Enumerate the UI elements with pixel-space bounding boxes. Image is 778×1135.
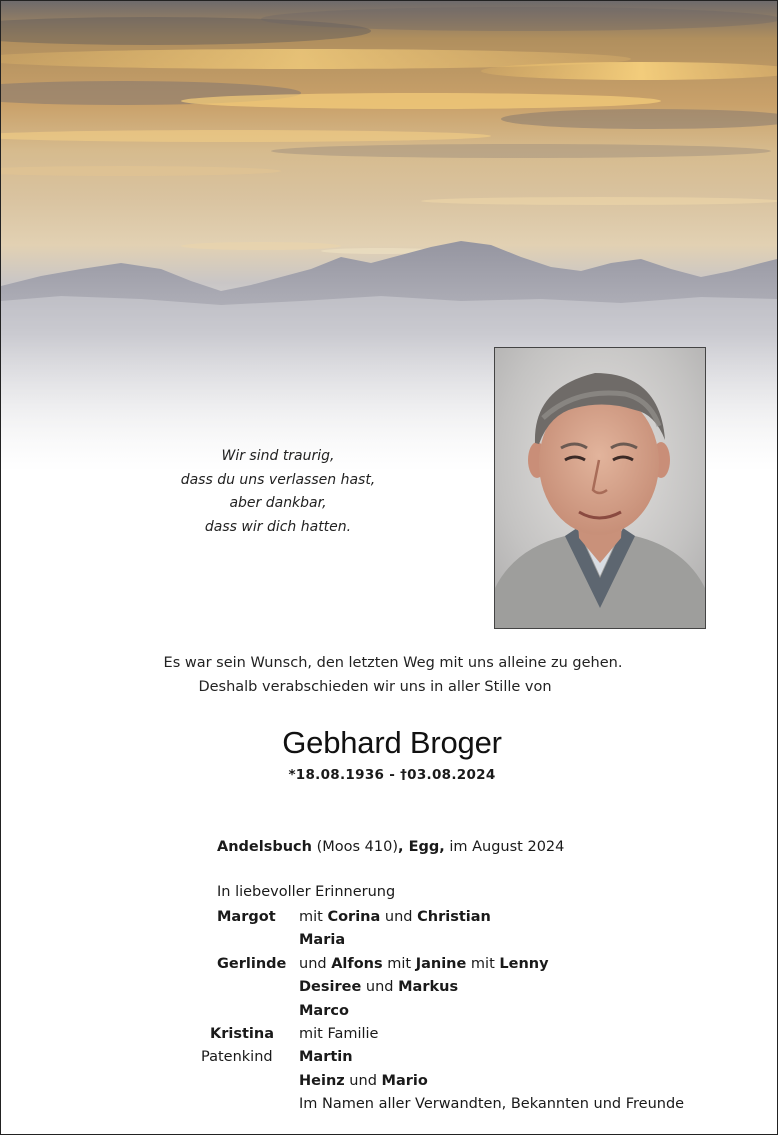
intro-text	[1, 652, 778, 699]
family-member-relations: mit Familie	[299, 1025, 379, 1042]
place-town: Andelsbuch	[217, 839, 312, 855]
family-row	[1, 909, 778, 932]
family-row	[1, 1026, 778, 1049]
family-row	[1, 979, 778, 1002]
quote-line: aber dankbar,	[229, 495, 327, 511]
family-member-name: Gerlinde	[217, 955, 287, 972]
family-row	[1, 1049, 778, 1072]
place-date: im August 2024	[444, 839, 565, 855]
family-member-relations: und Alfons mit Janine mit Lenny	[299, 955, 549, 972]
family-member-name: Margot	[217, 909, 276, 925]
family-row	[1, 1096, 778, 1119]
family-row	[1, 956, 778, 979]
intro-line: Es war sein Wunsch, den letzten Weg mit uns alleine zu gehen.	[163, 655, 623, 671]
life-dates: *18.08.1936 - †03.08.2024	[288, 767, 496, 783]
quote-line: dass du uns verlassen hast,	[180, 471, 376, 488]
quote-line: dass wir dich hatten.	[204, 518, 352, 535]
memorial-quote	[151, 445, 405, 539]
family-member-relations: Heinz und Mario	[299, 1072, 428, 1089]
deceased-name: Gebhard Broger	[282, 725, 502, 760]
family-member-relations: Maria	[299, 932, 346, 949]
memory-label: In liebevoller Erinnerung	[217, 884, 396, 900]
place-town: , Egg,	[398, 839, 445, 855]
family-member-relations: Im Namen aller Verwandten, Bekannten und Freunde	[299, 1096, 685, 1113]
family-list	[1, 909, 778, 1120]
place-and-date	[217, 839, 564, 855]
place-address: (Moos 410)	[311, 839, 399, 855]
intro-line: Deshalb verabschieden wir uns in aller Stille von	[198, 678, 552, 695]
family-member-name: Patenkind	[201, 1049, 273, 1066]
family-member-relations: mit Corina und Christian	[299, 909, 491, 925]
family-row	[1, 1073, 778, 1096]
family-member-name: Kristina	[210, 1025, 274, 1042]
quote-line: Wir sind traurig,	[221, 448, 335, 464]
family-member-relations: Desiree und Markus	[299, 979, 459, 996]
family-member-relations: Marco	[299, 1002, 349, 1019]
family-row	[1, 932, 778, 955]
family-row	[1, 1003, 778, 1026]
family-member-relations: Martin	[299, 1049, 353, 1066]
portrait-photo	[494, 347, 706, 629]
